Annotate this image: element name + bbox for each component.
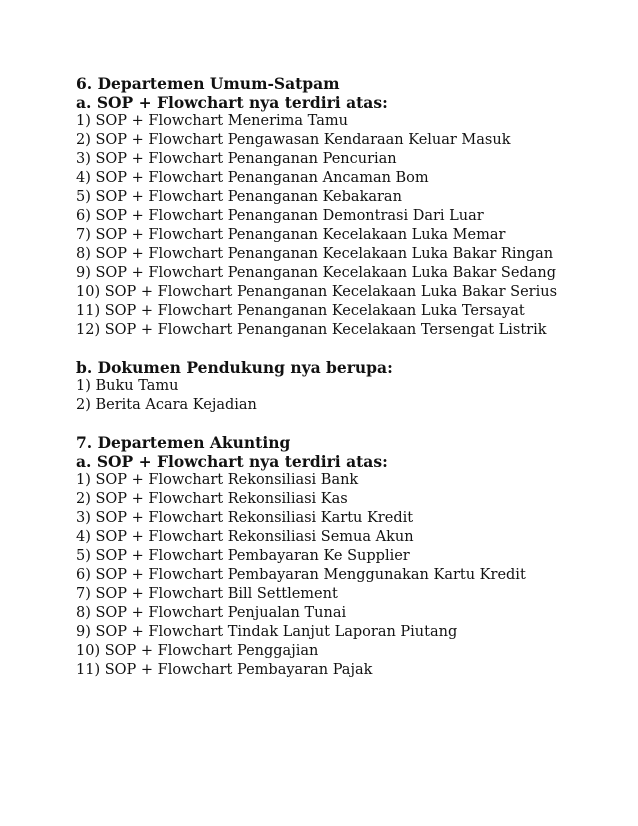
- list-item: 7) SOP + Flowchart Bill Settlement: [76, 586, 338, 602]
- list-item: 9) SOP + Flowchart Penanganan Kecelakaan Luka Bakar Sedang: [76, 265, 556, 281]
- list-item: 11) SOP + Flowchart Pembayaran Pajak: [76, 662, 373, 678]
- list-item: 7) SOP + Flowchart Penanganan Kecelakaan Luka Memar: [76, 227, 506, 243]
- list-item: 5) SOP + Flowchart Pembayaran Ke Supplier: [76, 548, 410, 564]
- dept-umum-satpam-sop-heading: a. SOP + Flowchart nya terdiri atas:: [76, 93, 388, 112]
- list-item: 1) Buku Tamu: [76, 378, 179, 394]
- list-item: 5) SOP + Flowchart Penanganan Kebakaran: [76, 189, 402, 205]
- dept-umum-satpam-sop-list: [76, 112, 616, 340]
- list-item: 8) SOP + Flowchart Penanganan Kecelakaan Luka Bakar Ringan: [76, 246, 554, 262]
- list-item: 2) SOP + Flowchart Rekonsiliasi Kas: [76, 491, 348, 507]
- list-item: 11) SOP + Flowchart Penanganan Kecelakaan Luka Tersayat: [76, 303, 525, 319]
- list-item: 8) SOP + Flowchart Penjualan Tunai: [76, 605, 347, 621]
- list-item: 6) SOP + Flowchart Pembayaran Menggunakan Kartu Kredit: [76, 567, 526, 583]
- list-item: 2) Berita Acara Kejadian: [76, 397, 257, 413]
- dept-umum-satpam-docs-list: [76, 377, 616, 415]
- spacer: [76, 340, 616, 358]
- dept-akunting-sop-list: [76, 471, 616, 680]
- dept-akunting-title: 7. Departemen Akunting: [76, 433, 291, 452]
- list-item: 4) SOP + Flowchart Penanganan Ancaman Bom: [76, 170, 429, 186]
- list-item: 2) SOP + Flowchart Pengawasan Kendaraan Keluar Masuk: [76, 132, 511, 148]
- dept-umum-satpam-title: 6. Departemen Umum-Satpam: [76, 74, 340, 93]
- list-item: 9) SOP + Flowchart Tindak Lanjut Laporan Piutang: [76, 624, 458, 640]
- list-item: 3) SOP + Flowchart Penanganan Pencurian: [76, 151, 397, 167]
- dept-akunting-sop-heading: a. SOP + Flowchart nya terdiri atas:: [76, 452, 388, 471]
- section-dept-umum-satpam: [76, 74, 616, 415]
- list-item: 10) SOP + Flowchart Penanganan Kecelakaan Luka Bakar Serius: [76, 284, 558, 300]
- list-item: 1) SOP + Flowchart Rekonsiliasi Bank: [76, 472, 359, 488]
- list-item: 10) SOP + Flowchart Penggajian: [76, 643, 319, 659]
- list-item: 1) SOP + Flowchart Menerima Tamu: [76, 113, 348, 129]
- spacer: [76, 415, 616, 433]
- list-item: 12) SOP + Flowchart Penanganan Kecelakaan Tersengat Listrik: [76, 322, 547, 338]
- document-content: [76, 74, 616, 680]
- list-item: 6) SOP + Flowchart Penanganan Demontrasi Dari Luar: [76, 208, 484, 224]
- list-item: 3) SOP + Flowchart Rekonsiliasi Kartu Kredit: [76, 510, 414, 526]
- section-dept-akunting: [76, 433, 616, 680]
- list-item: 4) SOP + Flowchart Rekonsiliasi Semua Akun: [76, 529, 414, 545]
- dept-umum-satpam-docs-heading: b. Dokumen Pendukung nya berupa:: [76, 358, 393, 377]
